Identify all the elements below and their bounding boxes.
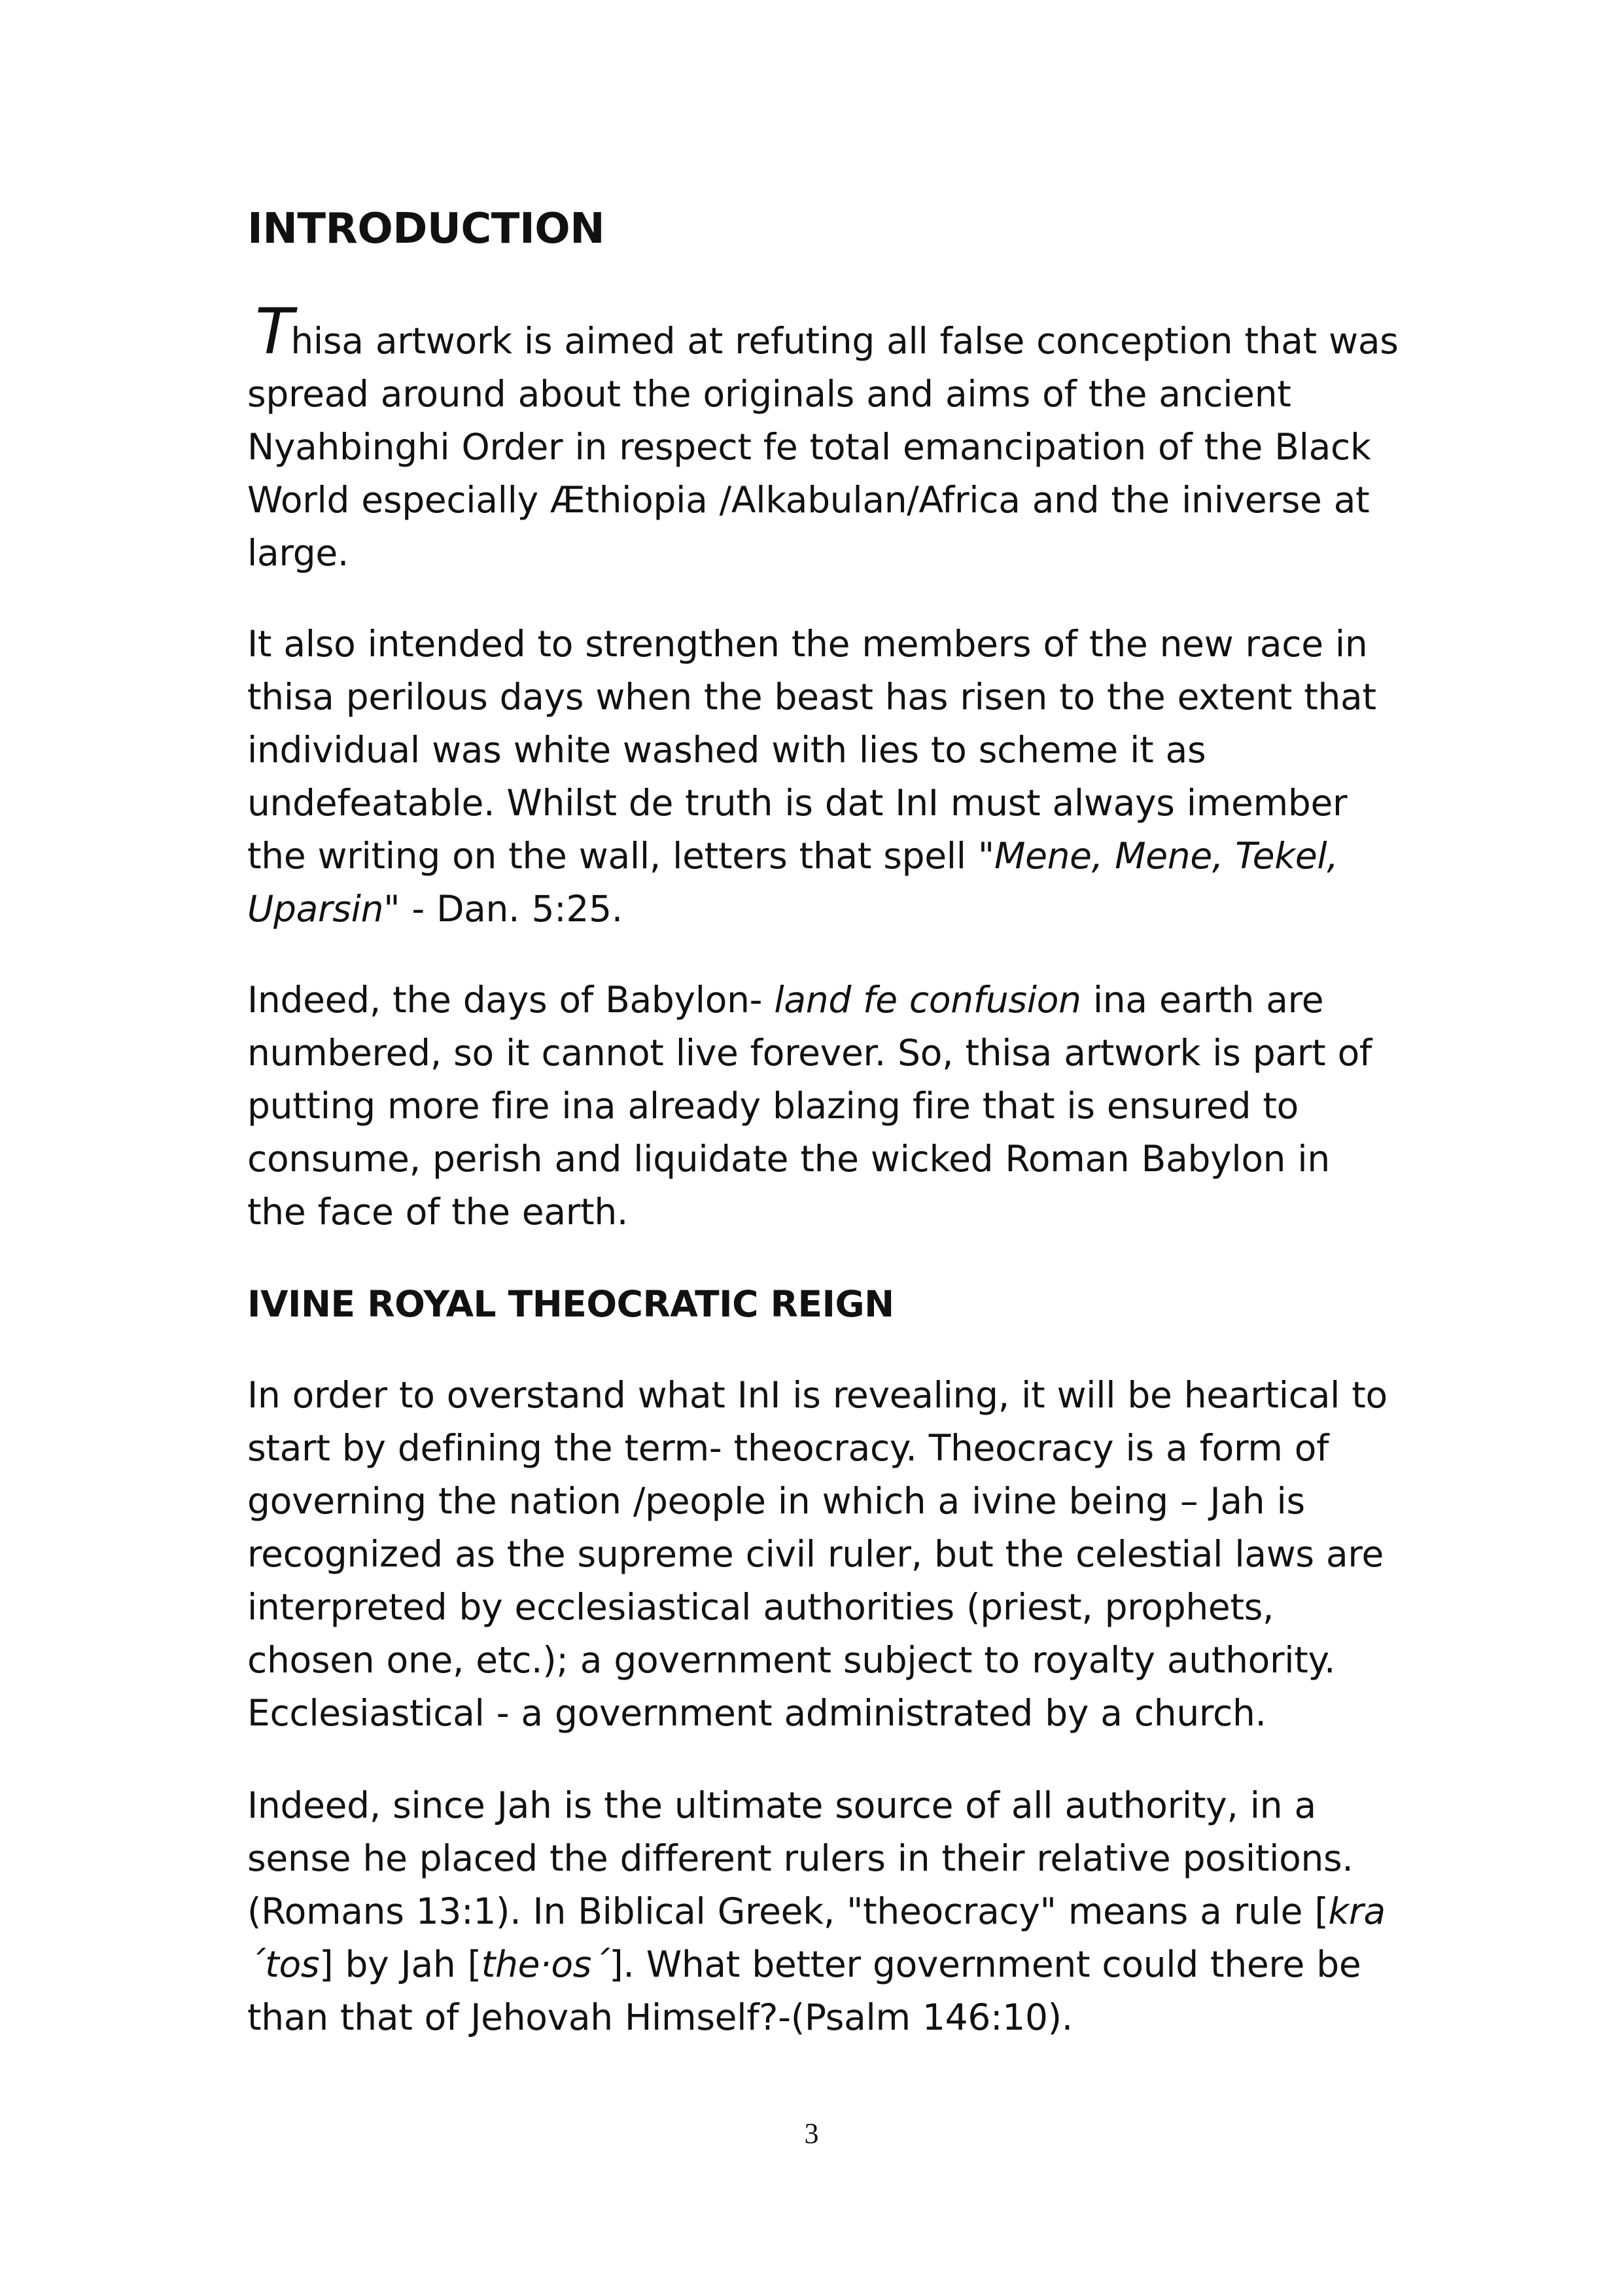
paragraph-babylon-text-a: Indeed, the days of Babylon- <box>247 979 775 1021</box>
paragraph-intro-text: hisa artwork is aimed at refuting all false conception that was spread around about the originals and aims of the ancient Nyahbinghi Order in respect fe total emancipation of the Black World especially Æthiopia /Alkabulan/Africa and the iniverse at large. <box>247 320 1399 574</box>
paragraph-new-race-text: It also intended to strengthen the members of the new race in thisa perilous days when the beast has risen to the extent that individual was white washed with lies to scheme it as undefeatable. Whilst de truth is dat InI must always imember the writing on the wall, letters that spell " <box>247 623 1376 877</box>
greek-term-kratos: kra´tos <box>247 1890 1386 1985</box>
paragraph-greek-text-b: ] by Jah [ <box>319 1943 481 1985</box>
paragraph-babylon-text-b: ina earth are numbered, so it cannot live forever. So, thisa artwork is part of putting more fire ina already blazing fire that is ensured to consume, perish and liquidate the wicked Roman Babylon in the face of the earth. <box>247 979 1372 1233</box>
document-page <box>247 200 1399 2044</box>
paragraph-babylon <box>247 974 1399 1239</box>
scripture-quote: Mene, Mene, Tekel, Uparsin <box>247 835 1338 930</box>
heading-theocratic-reign: IVINE ROYAL THEOCRATIC REIGN <box>247 1283 894 1325</box>
page-number: 3 <box>804 2117 819 2149</box>
babylon-italic: land fe confusion <box>774 979 1081 1021</box>
scripture-reference: " - Dan. 5:25. <box>383 888 623 930</box>
paragraph-greek-text-c: ]. What better government could there be than that of Jehovah Himself?-(Psalm 146:10). <box>247 1943 1361 2038</box>
paragraph-greek <box>247 1779 1399 2044</box>
paragraph-new-race <box>247 618 1399 936</box>
paragraph-theocracy: In order to overstand what InI is revealing, it will be heartical to start by defining the term- theocracy. Theocracy is a form of governing the nation /people in which a ivine being – Jah is recognized as the supreme civil ruler, but the celestial laws are interpreted by ecclesiastical authorities (priest, prophets, chosen one, etc.); a government subject to royalty authority. Ecclesiastical - a government administrated by a church. <box>247 1374 1387 1734</box>
heading-introduction: INTRODUCTION <box>247 205 605 253</box>
greek-term-theos: the·os´ <box>481 1943 610 1985</box>
paragraph-greek-text-a: Indeed, since Jah is the ultimate source of all authority, in a sense he placed the different rulers in their relative positions. (Romans 13:1). In Biblical Greek, "theocracy" means a rule [ <box>247 1784 1353 1932</box>
drop-cap: T <box>255 295 294 368</box>
paragraph-intro <box>247 295 1399 580</box>
